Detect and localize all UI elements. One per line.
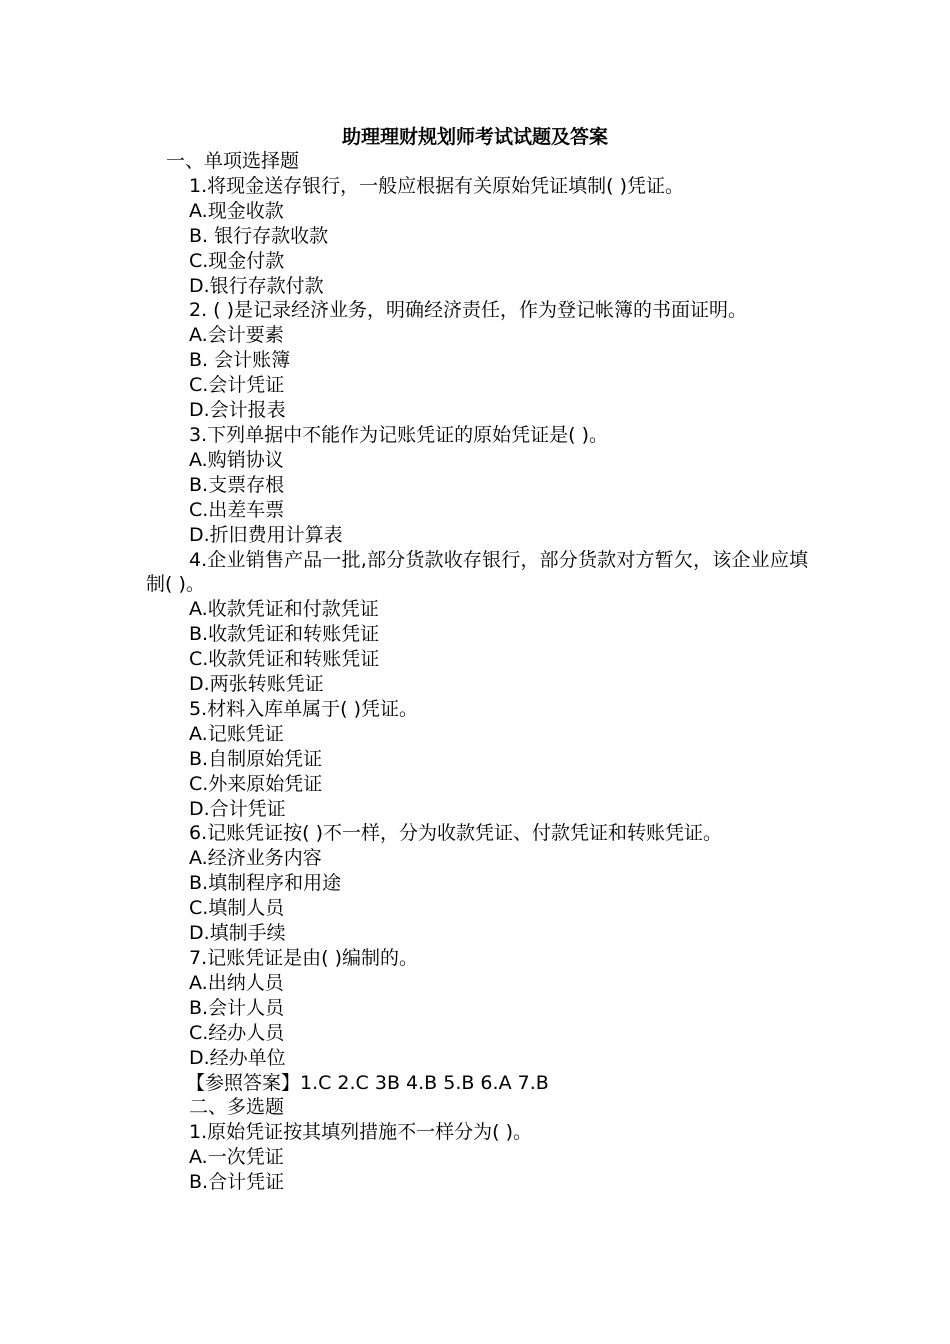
question-2: 2. ( )是记录经济业务，明确经济责任，作为登记帐簿的书面证明。 [189, 299, 748, 322]
question-3: 3.下列单据中不能作为记账凭证的原始凭证是( )。 [189, 423, 608, 446]
option: D.会计报表 [189, 399, 286, 422]
option: B.支票存根 [189, 473, 285, 496]
option: C.出差车票 [189, 498, 285, 521]
question-5: 5.材料入库单属于( )凭证。 [189, 697, 418, 720]
section-heading-single-choice: 一、单项选择题 [166, 150, 300, 172]
option: B. 会计账簿 [189, 349, 291, 372]
document-title: 助理理财规划师考试试题及答案 [341, 126, 608, 148]
section-heading-multiple-choice: 二、多选题 [189, 1096, 285, 1119]
option: D.两张转账凭证 [189, 673, 324, 696]
option: B.会计人员 [189, 996, 285, 1019]
option: D.银行存款付款 [189, 274, 324, 297]
option: B. 银行存款收款 [189, 224, 329, 247]
option: A.记账凭证 [189, 722, 284, 745]
option: B.收款凭证和转账凭证 [189, 623, 380, 646]
question-6: 6.记账凭证按( )不一样，分为收款凭证、付款凭证和转账凭证。 [189, 822, 722, 845]
question-1: 1.将现金送存银行，一般应根据有关原始凭证填制( )凭证。 [189, 174, 684, 197]
option: C.经办人员 [189, 1021, 285, 1044]
document-body [146, 149, 808, 1195]
option: A.出纳人员 [189, 971, 284, 994]
option: A.会计要素 [189, 324, 284, 347]
question-4: 4.企业销售产品一批,部分货款收存银行，部分货款对方暂欠，该企业应填制( )。 [146, 548, 808, 596]
option: B.填制程序和用途 [189, 872, 342, 895]
option: D.经办单位 [189, 1046, 286, 1069]
option: C.填制人员 [189, 897, 285, 920]
option: D.折旧费用计算表 [189, 523, 343, 546]
option: D.合计凭证 [189, 797, 286, 820]
question-multi-1: 1.原始凭证按其填列措施不一样分为( )。 [189, 1121, 532, 1144]
option: A.收款凭证和付款凭证 [189, 598, 379, 621]
option: C.现金付款 [189, 249, 285, 272]
option: A.一次凭证 [189, 1146, 284, 1169]
option: C.会计凭证 [189, 374, 285, 397]
option: A.经济业务内容 [189, 847, 322, 870]
question-7: 7.记账凭证是由( )编制的。 [189, 947, 418, 969]
answer-key: 【参照答案】1.C 2.C 3B 4.B 5.B 6.A 7.B [186, 1071, 549, 1094]
option: A.现金收款 [189, 199, 284, 222]
option: A.购销协议 [189, 448, 284, 471]
option: B.合计凭证 [189, 1171, 285, 1194]
option: C.外来原始凭证 [189, 772, 323, 795]
option: C.收款凭证和转账凭证 [189, 648, 380, 671]
option: D.填制手续 [189, 922, 286, 945]
option: B.自制原始凭证 [189, 747, 323, 770]
